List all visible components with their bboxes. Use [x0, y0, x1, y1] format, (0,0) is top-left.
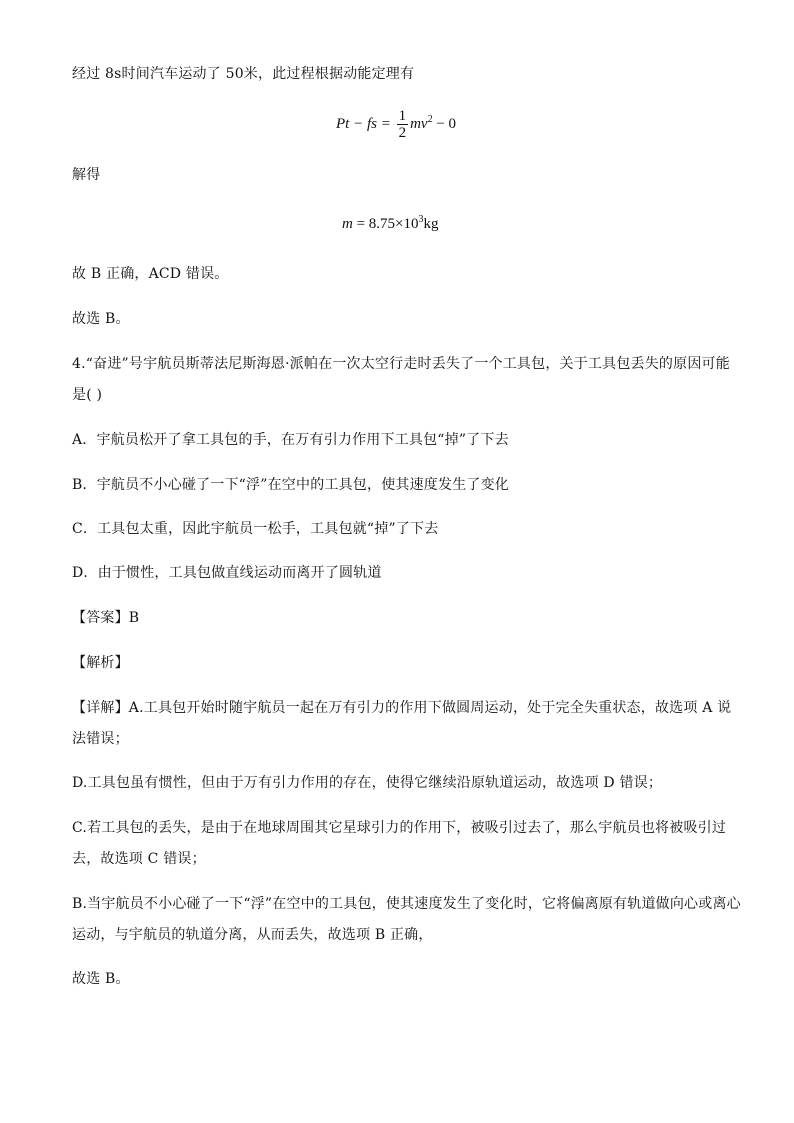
eq-rhs-var: mv	[410, 115, 428, 132]
question-4-stem-cont: 是( )	[72, 387, 103, 403]
eq-rhs-tail: − 0	[432, 115, 457, 132]
eq-mass-exp: 3	[418, 214, 424, 225]
text-line: 解得	[72, 167, 101, 183]
eq-lhs: Pt − fs =	[336, 115, 391, 132]
equation-kinetic-energy	[336, 108, 456, 141]
detail-line: 故选 B。	[72, 971, 130, 987]
text-line: 经过 8s时间汽车运动了 50米，此过程根据动能定理有	[72, 66, 415, 82]
detail-line: 运动，与宇航员的轨道分离，从而丢失，故选项 B 正确，	[72, 927, 433, 943]
detail-line: B.当宇航员不小心碰了一下“浮”在空中的工具包，使其速度发生了变化时，它将偏离原有轨道做向心或离心	[72, 896, 741, 912]
detail-line: 去，故选项 C 错误；	[72, 851, 206, 867]
answer-label: 【答案】B	[72, 610, 140, 626]
eq-mass-unit: kg	[423, 216, 439, 232]
option-b: B．宇航员不小心碰了一下“浮”在空中的工具包，使其速度发生了变化	[72, 477, 510, 493]
analysis-label: 【解析】	[72, 655, 129, 671]
option-a: A．宇航员松开了拿工具包的手，在万有引力作用下工具包“掉”了下去	[72, 432, 509, 448]
detail-line: 【详解】A.工具包开始时随宇航员一起在万有引力的作用下做圆周运动，处于完全失重状态，故选项 A 说	[72, 700, 732, 716]
equation-mass	[342, 214, 439, 234]
detail-line: C.若工具包的丢失，是由于在地球周围其它星球引力的作用下，被吸引过去了，那么宇航员也将被吸引过	[72, 820, 727, 836]
option-d: D．由于惯性，工具包做直线运动而离开了圆轨道	[72, 565, 382, 581]
option-c: C．工具包太重，因此宇航员一松手，工具包就“掉”了下去	[72, 521, 439, 537]
question-4-stem: 4.“奋进”号宇航员斯蒂法尼斯海恩·派帕在一次太空行走时丢失了一个工具包，关于工具包丢失的原因可能	[72, 356, 730, 372]
detail-line: 法错误；	[72, 731, 129, 747]
detail-line: D.工具包虽有惯性，但由于万有引力作用的存在，使得它继续沿原轨道运动，故选项 D 错误；	[72, 775, 663, 791]
eq-mass-value: = 8.75×10	[352, 216, 419, 232]
eq-fraction-numerator: 1	[398, 108, 407, 124]
text-line: 故 B 正确，ACD 错误。	[72, 266, 229, 282]
eq-fraction-denominator: 2	[398, 125, 407, 141]
eq-mass-var: m	[342, 216, 353, 232]
text-line: 故选 B。	[72, 311, 130, 327]
eq-fraction	[397, 108, 409, 141]
eq-rhs-exp: 2	[427, 113, 433, 125]
